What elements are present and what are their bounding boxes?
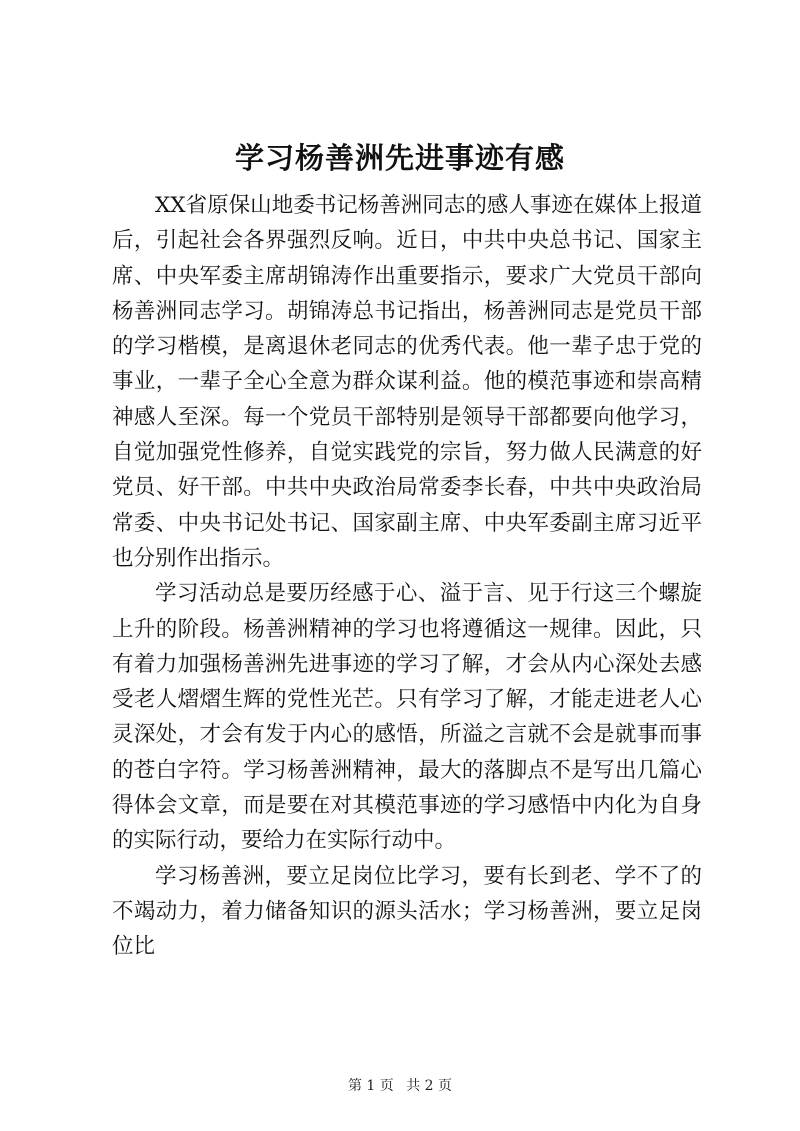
document-title: 学习杨善洲先进事迹有感 [234,141,565,175]
paragraph-2: 学习活动总是要历经感于心、溢于言、见于行这三个螺旋上升的阶段。杨善洲精神的学习也将遵循这一规律。因此，只有着力加强杨善洲先进事迹的学习了解，才会从内心深处去感受老人熠熠生辉的党性光芒。只有学习了解，才能走进老人心灵深处，才会有发于内心的感悟，所溢之言就不会是就事而事的苍白字符。学习杨善洲精神，最大的落脚点不是写出几篇心得体会文章，而是要在对其模范事迹的学习感悟中内化为自身的实际行动，要给力在实际行动中。 [112,581,702,854]
paragraph-1: XX省原保山地委书记杨善洲同志的感人事迹在媒体上报道后，引起社会各界强烈反响。近日，中共中央总书记、国家主席、中央军委主席胡锦涛作出重要指示，要求广大党员干部向杨善洲同志学习。胡锦涛总书记指出，杨善洲同志是党员干部的学习楷模，是离退休老同志的优秀代表。他一辈子忠于党的事业，一辈子全心全意为群众谋利益。他的模范事迹和崇高精神感人至深。每一个党员干部特别是领导干部都要向他学习，自觉加强党性修养，自觉实践党的宗旨，努力做人民满意的好党员、好干部。中共中央政治局常委李长春，中共中央政治局常委、中央书记处书记、国家副主席、中央军委副主席习近平也分别作出指示。 [112,193,702,571]
document-body [112,188,702,965]
page-total: 共 2 页 [406,1078,453,1094]
page-footer [0,1076,800,1096]
page-number: 第 1 页 [347,1078,394,1094]
paragraph-3: 学习杨善洲，要立足岗位比学习，要有长到老、学不了的不竭动力，着力储备知识的源头活水；学习杨善洲，要立足岗位比 [112,863,702,960]
